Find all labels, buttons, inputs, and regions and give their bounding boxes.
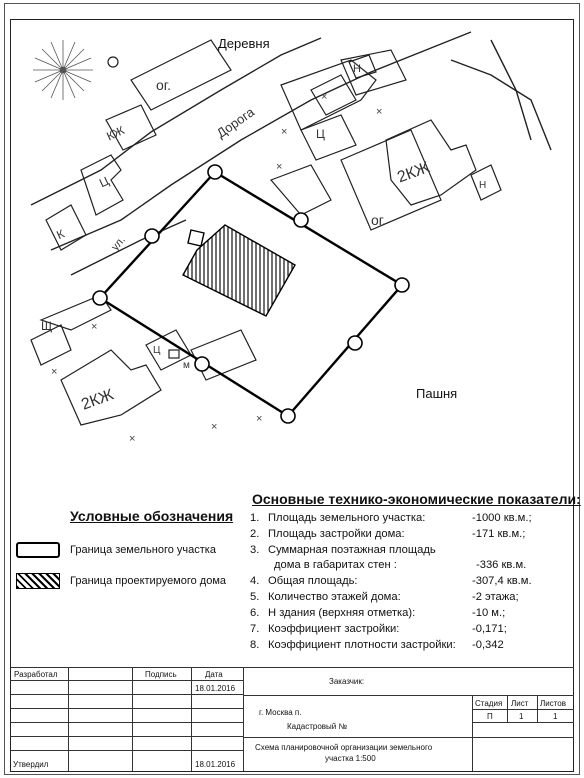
plot-boundary-swatch — [16, 542, 60, 558]
legend-label: Граница земельного участка — [70, 544, 216, 556]
cross-mark: × — [211, 421, 218, 433]
sheet-value: 1 — [519, 712, 524, 721]
label-sch: Щ — [41, 319, 53, 333]
indicator-name: Площадь земельного участка: — [268, 512, 426, 524]
label-og-right: ог. — [371, 212, 387, 228]
indicator-num: 5. — [250, 591, 260, 603]
indicator-num: 7. — [250, 623, 260, 635]
road — [31, 32, 551, 275]
cross-mark: × — [376, 106, 383, 118]
indicator-value: -171 кв.м.; — [472, 528, 526, 540]
label-field: Пашня — [416, 386, 458, 401]
customer-label: Заказчик: — [329, 677, 365, 686]
indicator-value: -0,171; — [472, 623, 507, 635]
cross-mark: × — [321, 91, 328, 103]
indicator-value: -0,342 — [472, 639, 504, 651]
indicator-num: 6. — [250, 607, 260, 619]
indicator-num: 8. — [250, 639, 260, 651]
signature-label: Подпись — [145, 670, 177, 679]
well-icon — [108, 57, 118, 67]
indicator-name: Коэффициент застройки: — [268, 623, 400, 635]
sheets-label: Листов — [540, 699, 566, 708]
cross-mark: × — [256, 413, 263, 425]
cross-mark: × — [91, 321, 98, 333]
sheet-label: Лист — [511, 699, 529, 708]
indicator-num: 2. — [250, 528, 260, 540]
legend-label: Граница проектируемого дома — [70, 575, 227, 587]
indicator-name: Коэффициент плотности застройки: — [268, 639, 456, 651]
label-road: Дорога — [213, 104, 257, 141]
indicator-name: Общая площадь: — [268, 575, 358, 587]
label-village: Деревня — [218, 36, 270, 51]
indicator-value: -307,4 кв.м. — [472, 575, 532, 587]
indicator-name: Площадь застройки дома: — [268, 528, 405, 540]
label-c-mid: Ц — [316, 127, 325, 141]
legend-title: Условные обозначения — [70, 508, 234, 524]
label-n-right: Н — [479, 180, 487, 191]
label-kzh: КЖ — [104, 123, 127, 144]
cross-mark: × — [276, 161, 283, 173]
stage-value: П — [487, 712, 493, 721]
building-x — [311, 75, 356, 115]
label-2kzh-right: 2КЖ — [395, 159, 433, 187]
label-c-bottom: Ц — [153, 345, 161, 356]
stage-label: Стадия — [475, 699, 503, 708]
indicator-value: -1000 кв.м.; — [472, 512, 532, 524]
indicator-value: -336 кв.м. — [476, 559, 527, 571]
indicator-name: Количество этажей дома: — [268, 591, 401, 603]
cross-mark: × — [51, 366, 58, 378]
indicator-name: Н здания (верхняя отметка): — [268, 607, 416, 619]
address-line1: г. Москва п. — [259, 708, 302, 717]
label-og-top: ог. — [156, 77, 172, 93]
label-m: м — [183, 360, 190, 371]
site-plan-map — [11, 20, 573, 470]
label-c-left: Ц — [97, 173, 112, 191]
building-2kzh-right — [386, 120, 476, 205]
projected-house — [183, 225, 295, 316]
scheme-line1: Схема планировочной организации земельного — [255, 743, 433, 752]
plot-x-bottom — [191, 330, 256, 380]
date-approved: 18.01.2016 — [195, 760, 236, 769]
title-block — [11, 667, 574, 771]
indicators-title: Основные технико-экономические показатели: — [252, 491, 581, 507]
building-c-mid — [301, 115, 356, 160]
house-boundary-swatch — [16, 573, 60, 589]
address-line2: Кадастровый № — [287, 722, 348, 731]
plot-og-top — [131, 40, 231, 110]
label-k: К — [54, 226, 67, 243]
indicator-value: -2 этажа; — [472, 591, 519, 603]
compass-rose-icon — [33, 40, 93, 100]
label-2kzh-left: 2КЖ — [79, 386, 116, 414]
cross-mark: × — [281, 126, 288, 138]
label-street: ул. — [109, 234, 128, 254]
building-m — [169, 350, 179, 358]
indicator-num: 1. — [250, 512, 260, 524]
indicator-name: Суммарная поэтажная площадь — [268, 544, 436, 556]
indicator-name: дома в габаритах стен : — [274, 559, 397, 571]
date-developed: 18.01.2016 — [195, 684, 236, 693]
cross-mark: × — [129, 433, 136, 445]
date-label: Дата — [205, 670, 223, 679]
scheme-line2: участка 1:500 — [325, 754, 376, 763]
approved-label: Утвердил — [13, 760, 49, 769]
indicator-num: 3. — [250, 544, 260, 556]
indicator-num: 4. — [250, 575, 260, 587]
indicator-value: -10 м.; — [472, 607, 506, 619]
building-2kzh-left — [61, 350, 161, 425]
label-n-top: Н — [353, 63, 361, 75]
developed-label: Разработал — [14, 670, 58, 679]
sheets-value: 1 — [553, 712, 558, 721]
